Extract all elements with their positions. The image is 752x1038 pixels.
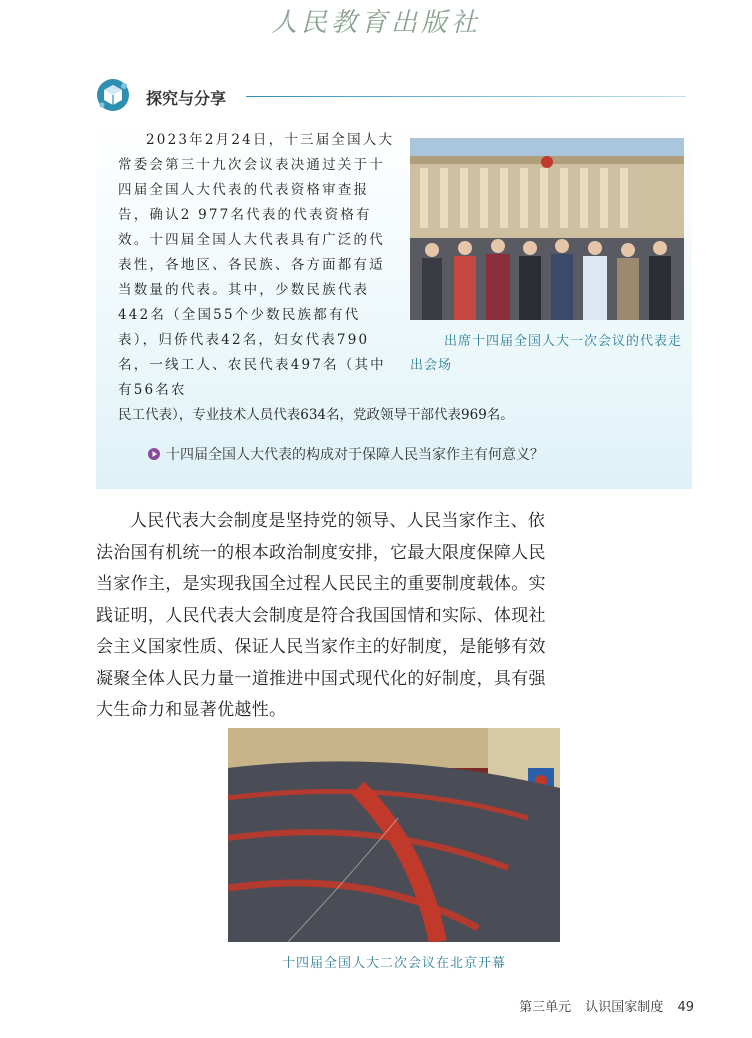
page-number: 49 xyxy=(677,1000,694,1015)
cube-network-icon xyxy=(96,78,130,112)
deputies-photo-caption: 出席十四届全国人大一次会议的代表走出会场 xyxy=(410,334,683,373)
section-title: 探究与分享 xyxy=(146,89,227,108)
section-divider xyxy=(246,96,686,97)
question-text: 十四届全国人大代表的构成对于保障人民当家作主有何意义？ xyxy=(166,447,544,463)
footer-unit-title: 认识国家制度 xyxy=(585,1000,664,1015)
assembly-hall-photo xyxy=(228,728,560,942)
section-header xyxy=(96,78,690,114)
play-bullet-icon xyxy=(148,448,160,460)
question-row xyxy=(148,444,678,464)
page-footer xyxy=(509,996,694,1015)
footer-unit: 第三单元 xyxy=(519,1000,572,1015)
explore-paragraph-tail: 民工代表），专业技术人员代表634名，党政领导干部代表969名。 xyxy=(118,407,514,423)
publisher-logo: 人民教育出版社 xyxy=(270,8,481,38)
assembly-hall-caption: 十四届全国人大二次会议在北京开幕 xyxy=(281,956,506,971)
explore-paragraph: 2023年2月24日，十三届全国人大常委会第三十九次会议表决通过关于十四届全国人大代表的代表资格审查报告，确认2 977名代表的代表资格有效。十四届全国人大代表具有广泛的代表性，各地区、各民族、各方面都有适当数量的代表。其中，少数民族代表442名（全国55个少数民族都有代表），归侨代表42名，妇女代表790名，一线工人、农民代表497名（其中有56名农 xyxy=(118,132,395,398)
deputies-photo xyxy=(410,138,684,320)
main-paragraph: 人民代表大会制度是坚持党的领导、人民当家作主、依法治国有机统一的根本政治制度安排，它最大限度保障人民当家作主，是实现我国全过程人民民主的重要制度载体。实践证明，人民代表大会制度是符合我国国情和实际、体现社会主义国家性质、保证人民当家作主的好制度，是能够有效凝聚全体人民力量一道推进中国式现代化的好制度，具有强大生命力和显著优越性。 xyxy=(96,511,546,720)
